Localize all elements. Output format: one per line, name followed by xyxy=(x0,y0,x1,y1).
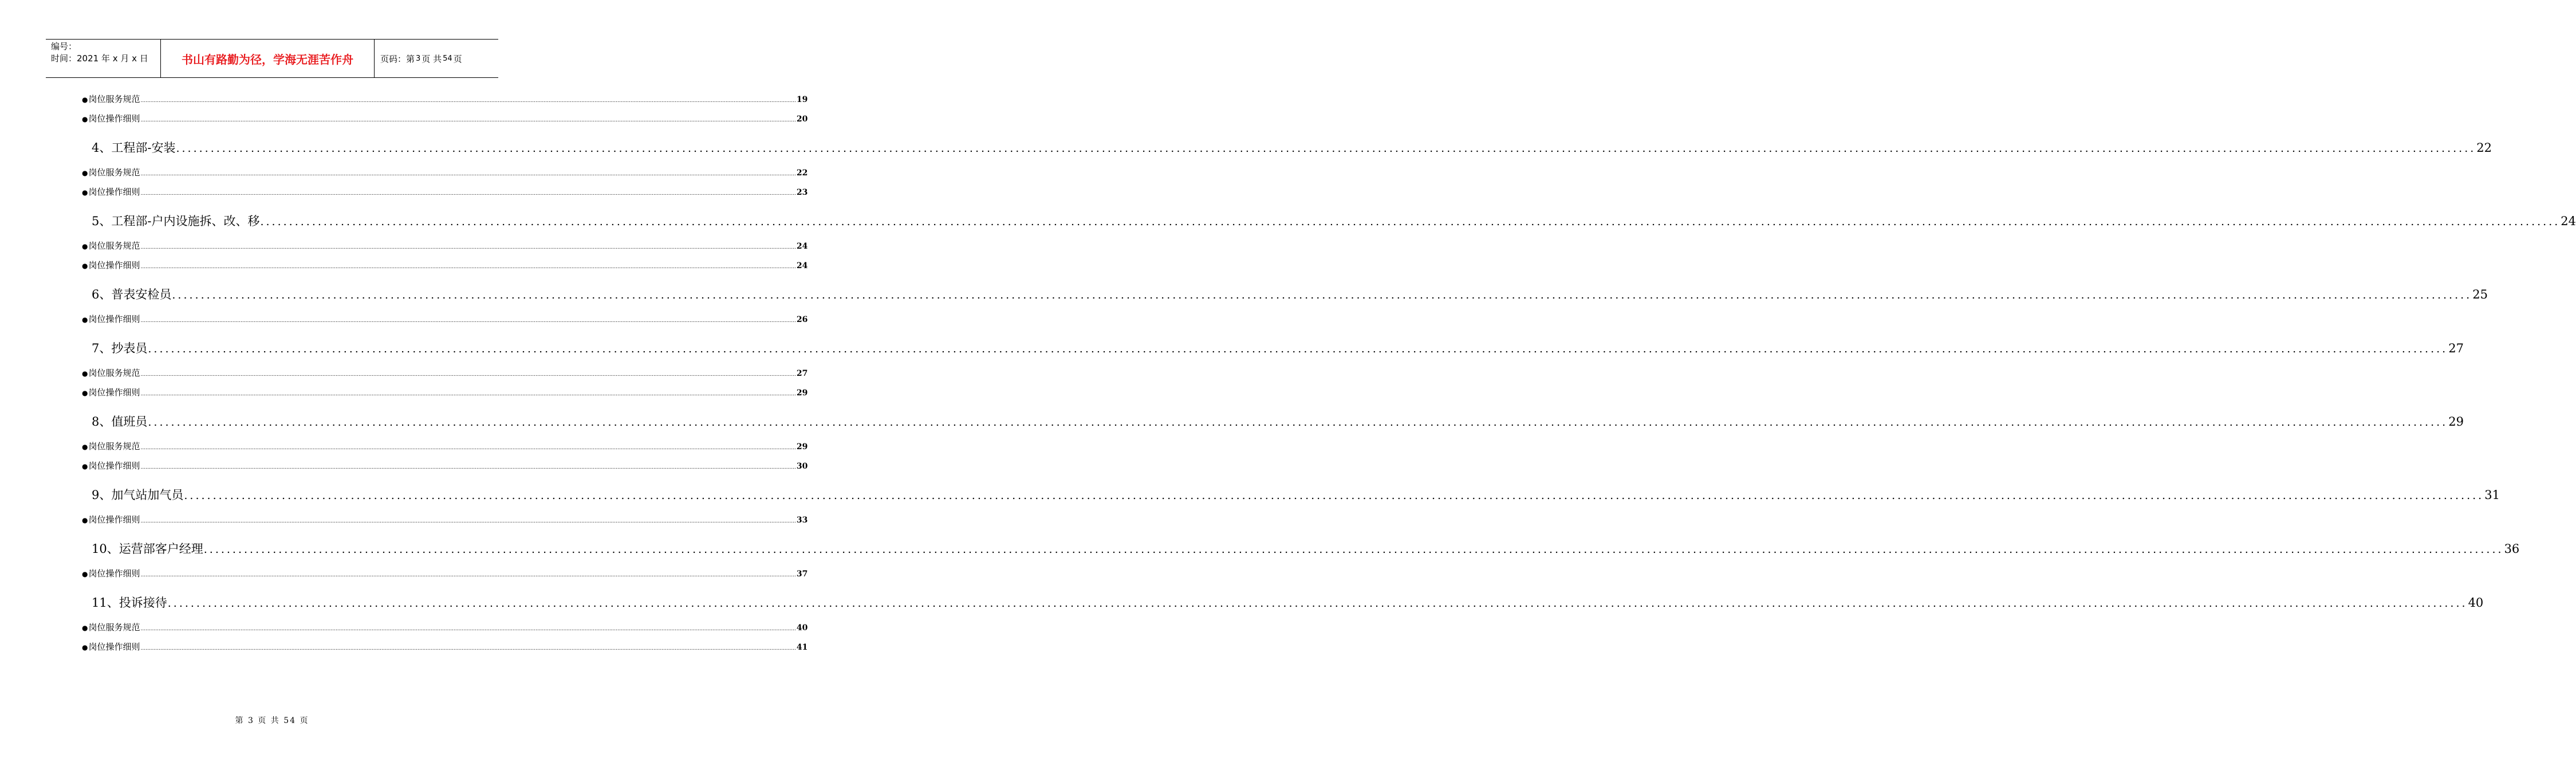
toc-entry-title: 岗位操作细则 xyxy=(88,461,140,471)
dot-leader: ................................................................................................................................................................................................................................................................................................................................................................................................................ xyxy=(140,191,796,197)
dot-leader: ................................................................................................................................................................................................................................................................................................................................................................................................................ xyxy=(140,391,796,397)
toc-entry-page: 29 xyxy=(796,388,808,398)
page-prefix: 页码：第 xyxy=(380,53,415,64)
bullet-icon: ● xyxy=(82,169,88,177)
toc-entry-title: 10、运营部客户经理 xyxy=(92,542,203,556)
toc-entry-title: 岗位服务规范 xyxy=(88,441,140,451)
bullet-icon: ● xyxy=(82,462,88,470)
toc-entry-page: 36 xyxy=(2504,542,2520,556)
dot-leader: ................................................................................................................................................................................................................................................................................................................................................................................................................ xyxy=(140,372,796,378)
dot-leader: ................................................................................................................................................................................................................................................................................................................................................................................................................ xyxy=(140,245,796,250)
toc-entry-page: 26 xyxy=(796,315,808,324)
toc-entry-title: 11、投诉接待 xyxy=(92,596,167,610)
toc-entry-page: 20 xyxy=(796,115,808,124)
dot-leader: ................................................................................................................................................................................................................................................................................................................................................................................................................ xyxy=(148,343,2448,355)
toc-entry-page: 24 xyxy=(796,261,808,270)
toc-entry-title: 岗位服务规范 xyxy=(88,167,140,178)
toc-section-entry[interactable] xyxy=(92,540,2520,557)
toc-entry-page: 29 xyxy=(2448,415,2464,429)
dot-leader: ................................................................................................................................................................................................................................................................................................................................................................................................................ xyxy=(140,465,796,470)
toc-subentry[interactable] xyxy=(82,313,808,325)
document-time: 时间：2021 年 x 月 x 日 xyxy=(51,53,148,64)
bullet-icon: ● xyxy=(82,262,88,270)
header-meta xyxy=(46,40,161,77)
toc-entry-page: 22 xyxy=(796,168,808,178)
bullet-icon: ● xyxy=(82,370,88,378)
page-mid: 页 共 xyxy=(422,53,442,64)
bullet-icon: ● xyxy=(82,389,88,397)
dot-leader: ................................................................................................................................................................................................................................................................................................................................................................................................................ xyxy=(140,626,796,632)
bullet-icon: ● xyxy=(82,443,88,451)
toc-entry-page: 40 xyxy=(2468,596,2484,610)
toc-entry-page: 40 xyxy=(796,623,808,632)
toc-section-entry[interactable] xyxy=(92,594,2484,611)
toc-subentry[interactable] xyxy=(82,93,808,105)
header-motto: 书山有路勤为径，学海无涯苦作舟 xyxy=(161,40,375,77)
toc-subentry[interactable] xyxy=(82,621,808,633)
toc-entry-title: 岗位操作细则 xyxy=(88,387,140,398)
toc-entry-page: 27 xyxy=(2448,341,2464,355)
dot-leader: ................................................................................................................................................................................................................................................................................................................................................................................................................ xyxy=(184,489,2484,502)
toc-entry-page: 37 xyxy=(796,569,808,579)
dot-leader: ................................................................................................................................................................................................................................................................................................................................................................................................................ xyxy=(140,572,796,578)
toc-entry-title: 9、加气站加气员 xyxy=(92,488,184,502)
toc-subentry[interactable] xyxy=(82,386,808,398)
bullet-icon: ● xyxy=(82,115,88,123)
toc-entry-title: 岗位操作细则 xyxy=(88,187,140,197)
toc-section-entry[interactable] xyxy=(92,139,2492,156)
page-footer: 第 3 页 共 54 页 xyxy=(235,716,309,725)
toc-entry-title: 岗位服务规范 xyxy=(88,241,140,251)
toc-section-entry[interactable] xyxy=(92,339,2464,356)
toc-entry-page: 22 xyxy=(2476,141,2492,155)
toc-subentry[interactable] xyxy=(82,112,808,124)
toc-entry-title: 岗位操作细则 xyxy=(88,514,140,525)
dot-leader: ................................................................................................................................................................................................................................................................................................................................................................................................................ xyxy=(140,318,796,324)
document-number-label: 编号： xyxy=(51,41,77,52)
toc-subentry[interactable] xyxy=(82,513,808,525)
dot-leader: ................................................................................................................................................................................................................................................................................................................................................................................................................ xyxy=(167,597,2468,610)
toc-entry-page: 27 xyxy=(796,369,808,378)
toc-entry-page: 30 xyxy=(796,462,808,471)
bullet-icon: ● xyxy=(82,643,88,651)
toc-entry-title: 6、普表安检员 xyxy=(92,288,172,301)
toc-subentry[interactable] xyxy=(82,641,808,653)
bullet-icon: ● xyxy=(82,96,88,104)
dot-leader: ................................................................................................................................................................................................................................................................................................................................................................................................................ xyxy=(176,142,2476,155)
toc-section-entry[interactable] xyxy=(92,212,2576,229)
toc-subentry[interactable] xyxy=(82,567,808,579)
toc-entry-title: 7、抄表员 xyxy=(92,341,148,355)
toc-entry-page: 24 xyxy=(796,242,808,251)
toc-entry-page: 41 xyxy=(796,643,808,652)
dot-leader: ................................................................................................................................................................................................................................................................................................................................................................................................................ xyxy=(148,416,2448,429)
toc-entry-title: 岗位操作细则 xyxy=(88,260,140,270)
toc-entry-page: 24 xyxy=(2561,214,2576,228)
dot-leader: ................................................................................................................................................................................................................................................................................................................................................................................................................ xyxy=(140,264,796,270)
toc-section-entry[interactable] xyxy=(92,412,2464,430)
dot-leader: ................................................................................................................................................................................................................................................................................................................................................................................................................ xyxy=(172,289,2472,301)
dot-leader: ................................................................................................................................................................................................................................................................................................................................................................................................................ xyxy=(140,117,796,123)
toc-entry-title: 岗位服务规范 xyxy=(88,368,140,378)
toc-entry-title: 岗位服务规范 xyxy=(88,622,140,632)
toc-subentry[interactable] xyxy=(82,367,808,379)
toc-entry-title: 岗位操作细则 xyxy=(88,568,140,579)
toc-subentry[interactable] xyxy=(82,459,808,472)
toc-entry-page: 31 xyxy=(2484,488,2500,502)
dot-leader: ................................................................................................................................................................................................................................................................................................................................................................................................................ xyxy=(260,215,2561,228)
toc-entry-page: 23 xyxy=(796,188,808,197)
toc-entry-title: 5、工程部-户内设施拆、改、移 xyxy=(92,214,260,228)
page-suffix: 页 xyxy=(453,53,462,64)
dot-leader: ................................................................................................................................................................................................................................................................................................................................................................................................................ xyxy=(140,518,796,524)
dot-leader: ................................................................................................................................................................................................................................................................................................................................................................................................................ xyxy=(140,646,796,651)
toc-entry-title: 岗位操作细则 xyxy=(88,314,140,324)
bullet-icon: ● xyxy=(82,570,88,578)
toc-entry-title: 岗位操作细则 xyxy=(88,642,140,652)
bullet-icon: ● xyxy=(82,188,88,197)
page-total: 54 xyxy=(443,54,452,63)
dot-leader: ................................................................................................................................................................................................................................................................................................................................................................................................................ xyxy=(203,543,2504,556)
toc-entry-page: 19 xyxy=(796,95,808,104)
toc-entry-title: 岗位服务规范 xyxy=(88,94,140,104)
toc-entry-page: 33 xyxy=(796,516,808,525)
toc-entry-title: 岗位操作细则 xyxy=(88,113,140,124)
toc-entry-title: 8、值班员 xyxy=(92,415,148,429)
toc-subentry[interactable] xyxy=(82,259,808,271)
bullet-icon: ● xyxy=(82,316,88,324)
toc-entry-page: 29 xyxy=(796,442,808,451)
dot-leader: ................................................................................................................................................................................................................................................................................................................................................................................................................ xyxy=(140,445,796,451)
bullet-icon: ● xyxy=(82,624,88,632)
toc-entry-title: 4、工程部-安装 xyxy=(92,141,176,155)
page-current: 3 xyxy=(416,54,421,63)
toc-section-entry[interactable] xyxy=(92,285,2488,302)
toc-entry-page: 25 xyxy=(2472,288,2488,301)
toc-subentry[interactable] xyxy=(82,239,808,252)
toc-subentry[interactable] xyxy=(82,166,808,178)
toc-section-entry[interactable] xyxy=(92,486,2500,503)
toc-subentry[interactable] xyxy=(82,440,808,452)
toc-subentry[interactable] xyxy=(82,186,808,198)
header-page-info xyxy=(375,40,498,77)
dot-leader: ................................................................................................................................................................................................................................................................................................................................................................................................................ xyxy=(140,98,796,104)
bullet-icon: ● xyxy=(82,242,88,250)
bullet-icon: ● xyxy=(82,516,88,524)
dot-leader: ................................................................................................................................................................................................................................................................................................................................................................................................................ xyxy=(140,171,796,177)
page-header xyxy=(46,39,498,78)
